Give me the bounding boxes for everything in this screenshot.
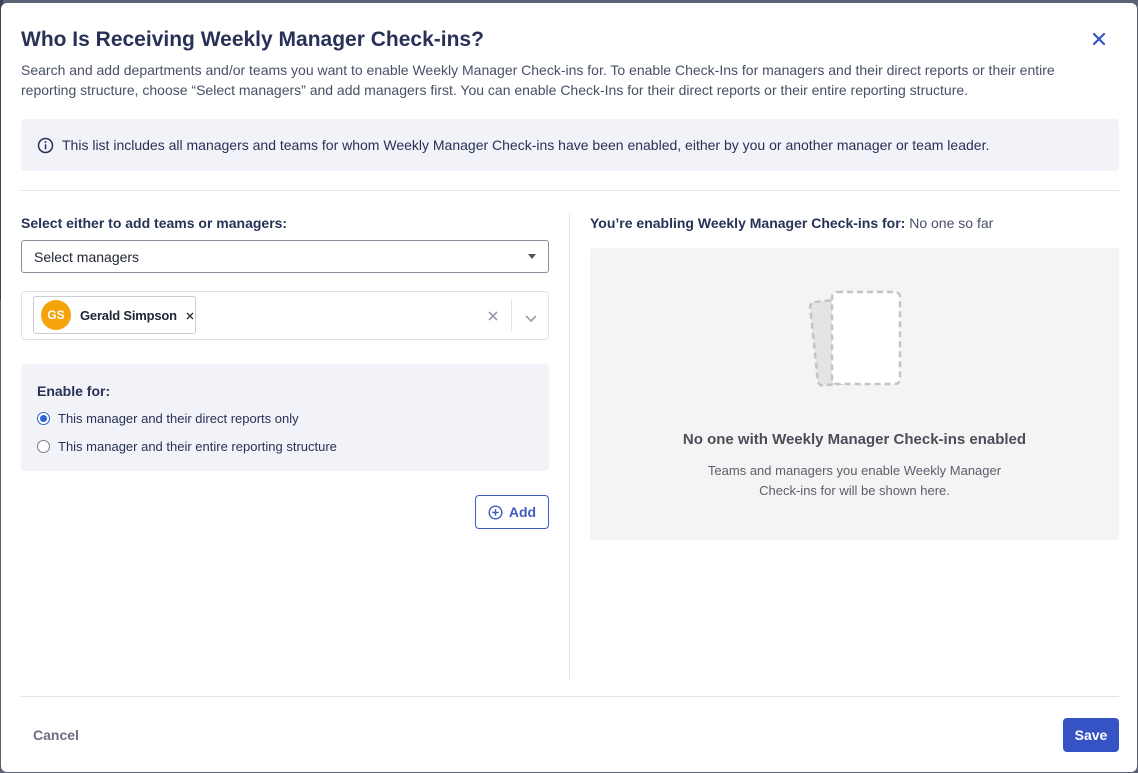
empty-state-text: Teams and managers you enable Weekly Manager Check-ins for will be shown here.: [707, 463, 1002, 498]
add-button-label: Add: [508, 504, 537, 520]
selected-manager-chip: [33, 296, 196, 334]
radio-button-checked[interactable]: [37, 412, 50, 425]
plus-circle-icon: [488, 505, 503, 520]
radio-direct-reports-label: This manager and their direct reports only: [58, 411, 299, 426]
empty-state-panel: [590, 248, 1119, 540]
divider-top: [21, 190, 1119, 191]
close-button[interactable]: [1089, 29, 1109, 49]
clear-icon: [487, 310, 499, 322]
enable-for-panel: [21, 364, 549, 471]
enabled-for-value: No one so far: [909, 215, 994, 231]
remove-chip-button[interactable]: [186, 307, 194, 323]
save-button[interactable]: Save: [1063, 718, 1119, 752]
picker-toggle-button[interactable]: [524, 311, 538, 329]
cancel-button[interactable]: Cancel: [33, 727, 79, 743]
info-icon: [37, 137, 54, 154]
radio-entire-structure-label: This manager and their entire reporting structure: [58, 439, 337, 454]
radio-direct-reports[interactable]: [37, 411, 299, 426]
divider-vertical: [569, 213, 570, 679]
info-banner: [21, 119, 1119, 171]
enable-for-title: Enable for:: [37, 383, 111, 399]
enabled-for-label: You’re enabling Weekly Manager Check-ins for:: [590, 215, 906, 231]
enabled-for-heading: [590, 215, 993, 231]
empty-documents-icon: [806, 288, 906, 388]
clear-selection-button[interactable]: [487, 309, 499, 327]
chevron-down-icon: [524, 314, 538, 324]
add-button[interactable]: [475, 495, 549, 529]
avatar: GS: [41, 300, 71, 330]
modal-title: Who Is Receiving Weekly Manager Check-ins?: [21, 28, 484, 51]
radio-button-unchecked[interactable]: [37, 440, 50, 453]
caret-down-icon: [528, 254, 536, 259]
info-text: This list includes all managers and teams for whom Weekly Manager Check-ins have been enabled, either by you or another manager or team leader.: [62, 137, 990, 153]
select-type-dropdown[interactable]: [21, 240, 549, 273]
close-icon: [186, 312, 194, 320]
manager-picker[interactable]: [21, 291, 549, 340]
modal-dialog: [1, 3, 1137, 772]
divider-bottom: [21, 696, 1119, 697]
select-type-value: Select managers: [34, 248, 140, 265]
picker-separator: [511, 300, 512, 331]
selected-manager-name: Gerald Simpson: [80, 307, 177, 323]
select-type-label: Select either to add teams or managers:: [21, 215, 288, 231]
radio-entire-structure[interactable]: [37, 439, 337, 454]
close-icon: [1089, 29, 1109, 49]
modal-description: Search and add departments and/or teams you want to enable Weekly Manager Check-ins for. To enable Check-Ins for managers and their direct reports or their entire reporting structure, choose “Select managers” and add managers first. You can enable Check-Ins for their direct reports or their entire reporting structure.: [21, 62, 1055, 98]
empty-state-title: No one with Weekly Manager Check-ins enabled: [682, 431, 1027, 448]
